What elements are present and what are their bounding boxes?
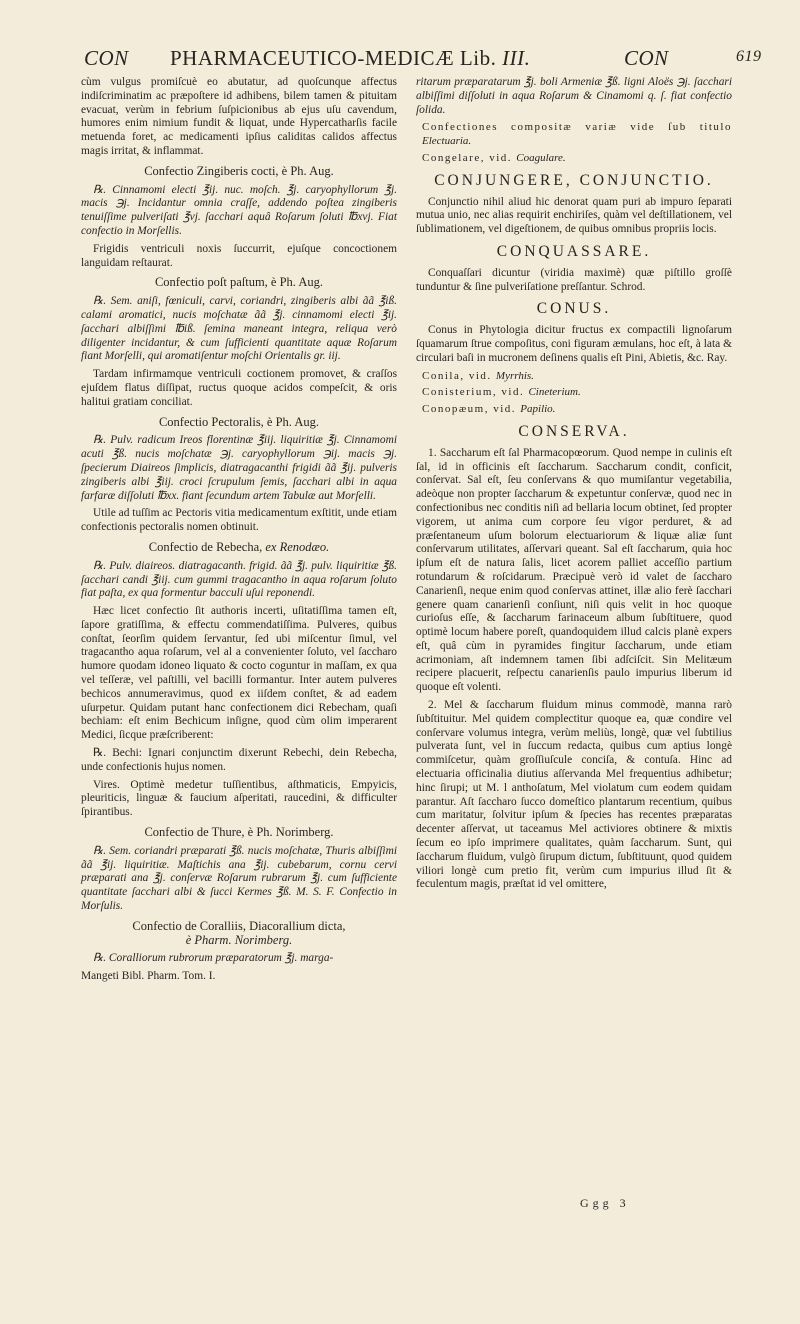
paragraph: Frigidis ventriculi noxis ſuccurrit, ejuſque concoctionem languidam reſtaurat. xyxy=(81,242,397,269)
recipe-paragraph: ℞. Sem. coriandri præparati ℥ß. nucis moſchatæ, Thuris albiſſimi ãã ℥ij. liquiritiæ. Maſtichis ana ℥ij. cubebarum, cornu cervi præparati ana ℥j. conſervæ Roſarum rubrarum ℥j. cum ſufficiente quantitate ſacchari albi & ſucci Kermes ℥ß. M. S. F. Confectio in Morſulis. xyxy=(81,844,397,913)
cross-reference-term: Confectiones compositæ xyxy=(422,121,573,134)
header-right-keyword: CON xyxy=(624,46,669,70)
cross-reference-text: , vid. xyxy=(460,369,496,382)
recipe-paragraph: ℞. Coralliorum rubrorum præparatorum ℥j. marga- xyxy=(93,952,334,965)
paragraph: Conus in Phytologia dicitur fructus ex compactili lignoſarum ſquamarum ſtrue compoſitus, coni figuram æmulans, hoc eſt, à lata & circulari baſi in mucronem deſinens qualis eſt Pini, Abietis, &c. Ray. xyxy=(416,324,732,364)
right-column xyxy=(416,76,732,896)
entry-heading: CONQUASSARE. xyxy=(496,242,652,260)
left-column xyxy=(81,76,397,988)
header-title xyxy=(170,46,530,71)
paragraph: 1. Saccharum eſt ſal Pharmacopœorum. Quod nempe in culinis eſt ſal, id in officinis eſt ſaccharum. Saccharum condit, conficit, conſervat. Sal eſt, ſeu conſervans & quo mumiſantur vegetabilia, adeòque non propter ſaccharum & expetuntur conſervæ, quod nec in confectionibus nec conditis niſi ad bellaria locum obtinet, ſed propter vigorem, ut anima cum corpore ſeu vigor perduret, & ad præſentaneum uſum bolorum electuariorum & liquæ aliæ ſunt conſervarum utilitates, aſſervari queant. Sal eſt ſaccharum, quia hoc ipſum eſt de natura ſalis, licet acorem palliet acceſſio partium rotundarum & roſcidarum. Præcipuè verò id valet de ſaccharo Canarienſi, neque enim quod conſervas attinet, illæ alio ferè ſacchari genere quam canarienſi conſiunt, niſi quis velit in hoc quoque curioſus eſſe, & ſaccharum farinaceum album ſubſtituere, quod optimè locum habere poreſt, quandoquidem illud calcis planè expers eſt, quâ cùm in pyramides fingitur ſaccharum, unde etiam acrimoniam, aſt indemnem tamen ſibi adſciſcit. Sin Melitæum recipere placuerit, reſpectu canarienſis paulo impurius liberum id quoque eſt volenti. xyxy=(416,446,732,694)
recipe-paragraph: ℞. Sem. aniſi, fœniculi, carvi, coriandri, zingiberis albi ãã ℥iß. calami aromatici, nucis moſchatæ ãã ℥j. cinnamomi electi ℥ij. ſacchari albiſſimi ℔iß. ſemina maneant integra, reliqua verò diligenter incidantur, & cum ſufficienti quantitate aquæ Roſarum fiant Morſelli, qui aromatiſentur moſchi Orientalis gr. iij. xyxy=(81,295,397,363)
cross-reference xyxy=(422,386,732,400)
section-heading xyxy=(81,920,397,948)
paragraph: 2. Mel & ſaccharum fluidum minus commodè, manna rarò ſubſtituitur. Mel quidem complectitur quoque ea, quæ condire vel conſervare volumus integra, verùm meliùs, longè, quæ vel ſubtilius pulverata ſunt, vel in ſuccum redacta, quibus cum aptius longè commiſcetur, quàm groſſiuſcule conciſa, & contuſa. Hinc ad electuaria officinalia diutius aſſervanda Mel frequentius adhibetur; hinc ſirupi; ut M. l anthoſatum, Mel violatum cum eodem quidam parantur. Aſt ſaccharo ſucco domeſtico plantarum recentium, quibus cum maritatur, ſolvitur ipſum & ſpecies has recentes præparatas decenter aſſervat, ut taceamus Mel activiores obtinere & mixtis ſecum eo ipſo imprimere qualitates, quàm ſaccharum. Sunt, qui ſaccharum fluidum, vulgò ſirupum dictum, ſubſtituunt, quod quidem viliori longè cum pretio fit, verùm cum impurius illud ſit & feculentum magis, præſtat id vel omittere, xyxy=(416,699,732,891)
page-footer-signature: Mangeti Bibl. Pharm. Tom. I. xyxy=(81,970,216,983)
entry-heading: CONSERVA. xyxy=(518,422,630,440)
paragraph: Hæc licet confectio ſit authoris incerti, uſitatiſſima tamen eſt, ſapore gratiſſima, & effectu commendatiſſima. Pulveres, quibus conſtat, ſeorſim quidem ſervantur, ſed ubi miſcentur ſimul, vel tragacantho aqua roſarum, vel al a convenienter ſoluto, vel ſaccharo humore quodam idoneo liquato & cocto coguntur in maſſam, ex qua vel teſſeræ, vel paſtilli, vel bacilli formantur. Inter autem pulveres bechicos annumeravimus, quod ex iiſdem conſtet, & ad eadem uſurpetur. Quidam putant hanc confectionem dici Rebecham, quaſi bechiam: eſt enim Bechicum inſigne, quod cùm olim imperarent Medici, ſicque præſcriberent: xyxy=(81,605,397,742)
paragraph: Utile ad tuſſim ac Pectoris vitia medicamentum exſtitit, unde etiam confectionis pectoralis nomen obtinuit. xyxy=(81,507,397,534)
paragraph: Vires. Optimè medetur tuſſientibus, aſthmaticis, Empyicis, pleuriticis, linguæ & faucium aſperitati, raucedini, & difficulter ſpirantibus. xyxy=(81,778,397,819)
cross-reference xyxy=(422,370,732,384)
paragraph: ℞. Bechi: Ignari conjunctim dixerunt Rebechi, dein Rebecha, unde confectionis hujus nomen. xyxy=(81,747,397,773)
cross-reference xyxy=(422,121,732,149)
section-heading xyxy=(81,541,397,555)
entry-heading: CONJUNGERE, CONJUNCTIO. xyxy=(434,171,714,189)
heading-italic-part: ex Renodæo. xyxy=(265,539,330,554)
recipe-paragraph: ℞. Pulv. radicum Ireos florentinæ ℥iij. liquiritiæ ℥j. Cinnamomi acuti ℥ß. nucis moſchatæ ℈j. caryophyllorum ℈ij. macis ℈j. ſpecierum Diaireos ſimplicis, diatragacanthi frigidi ãã ℥ij. pulveris zingiberis albi ℥iij. croci ſcrupulum ſemis, ſacchari albi in aqua farfaræ diſſoluti ℔xx. fiant ſecundum artem Tabulæ aut Morſelli. xyxy=(81,434,397,502)
heading-line-1: Confectio de Coralliis, Diacorallium dicta, xyxy=(132,918,346,933)
cross-reference-target: Coagulare. xyxy=(516,151,566,164)
header-left-keyword: CON xyxy=(84,46,129,70)
running-header xyxy=(84,46,774,76)
cross-reference-term: Conila xyxy=(422,369,461,382)
cross-reference-term: Conopæum xyxy=(422,403,485,416)
paragraph: cùm vulgus promiſcuè eo abutatur, ad quoſcunque affectus indiſcriminatim ac præpoſtere id adhibens, bilem tamen & pituitam evacuat, verùm in febrium ſuſpicionibus ab ejus uſu cavendum, humores enim nimium fundit & liquat, unde Hypercatharſis facile metuenda foret, ac medicamenti ipſius caliditas calidos affectus magis irritat, & inflammat. xyxy=(81,76,397,157)
cross-reference-target: Electuaria. xyxy=(422,135,472,148)
section-heading: Confectio poſt paſtum, è Ph. Aug. xyxy=(154,275,324,290)
cross-reference-text: , vid. xyxy=(492,386,529,399)
cross-reference-text: variæ vide ſub titulo xyxy=(572,121,732,134)
recipe-paragraph: ℞. Pulv. diaireos. diatragacanth. frigid. ãã ℥j. pulv. liquiritiæ ℥ß. ſacchari candi ℥iij. cum gummi tragacantho in aqua roſarum ſoluto fiat paſta, ex qua formentur bacculi uſui reponendi. xyxy=(81,559,397,600)
header-book-number: III. xyxy=(502,46,531,70)
entry-heading: CONUS. xyxy=(536,300,612,318)
page-number: 619 xyxy=(736,48,762,65)
heading-roman-part: Confectio de Rebecha, xyxy=(148,539,266,554)
recipe-paragraph: ℞. Cinnamomi electi ℥ij. nuc. moſch. ℥j. caryophyllorum ℥j. macis ℈j. Incidantur omnia craſſe, addendo poſtea zingiberis tenuiſſime pulveriſati ℥vj. ſacchari aquâ Roſarum ſoluti ℔xvj. Fiat confectio in Morſellis. xyxy=(81,183,397,237)
cross-reference-text: , vid. xyxy=(484,403,521,416)
section-heading: Confectio de Thure, è Ph. Norimberg. xyxy=(144,825,334,840)
heading-line-2: è Pharm. Norimberg. xyxy=(185,932,293,947)
cross-reference-term: Congelare xyxy=(422,151,481,164)
section-heading: Confectio Pectoralis, è Ph. Aug. xyxy=(158,414,320,429)
cross-reference-target: Papilio. xyxy=(520,403,556,416)
signature-mark: Ggg 3 xyxy=(580,1196,630,1210)
cross-reference-term: Conisterium xyxy=(422,386,493,399)
cross-reference xyxy=(422,403,732,417)
cross-reference xyxy=(422,152,732,166)
header-title-roman: PHARMACEUTICO-MEDICÆ Lib. xyxy=(170,46,503,70)
recipe-paragraph: ritarum præparatarum ℥j. boli Armeniæ ℥ß. ligni Aloës ℈j. ſacchari albiſſimi diſſoluti in aqua Roſarum & Cinamomi q. ſ. fiat confectio ſolida. xyxy=(416,76,732,116)
paragraph: Tardam infirmamque ventriculi coctionem promovet, & craſſos ejuſdem flatus diſſipat, ructus quoque acidos compeſcit, & oris halitui gratiam conciliat. xyxy=(81,368,397,408)
cross-reference-text: , vid. xyxy=(480,151,517,164)
cross-reference-target: Myrrhis. xyxy=(495,369,534,382)
section-heading: Confectio Zingiberis cocti, è Ph. Aug. xyxy=(144,163,334,178)
paragraph: Conjunctio nihil aliud hic denorat quam puri ab impuro ſeparati mutua unio, nec alias requirit enchiriſes, quàm vel deſtillationem, vel ſublimationem, vel digeſtionem, de quibus omnibus propriis locis. xyxy=(416,195,732,236)
paragraph: Conquaſſari dicuntur (viridia maximè) quæ piſtillo groſſè tunduntur & ſine pulveriſatione preſſantur. Schrod. xyxy=(416,266,732,293)
cross-reference-target: Cineterium. xyxy=(528,386,581,399)
